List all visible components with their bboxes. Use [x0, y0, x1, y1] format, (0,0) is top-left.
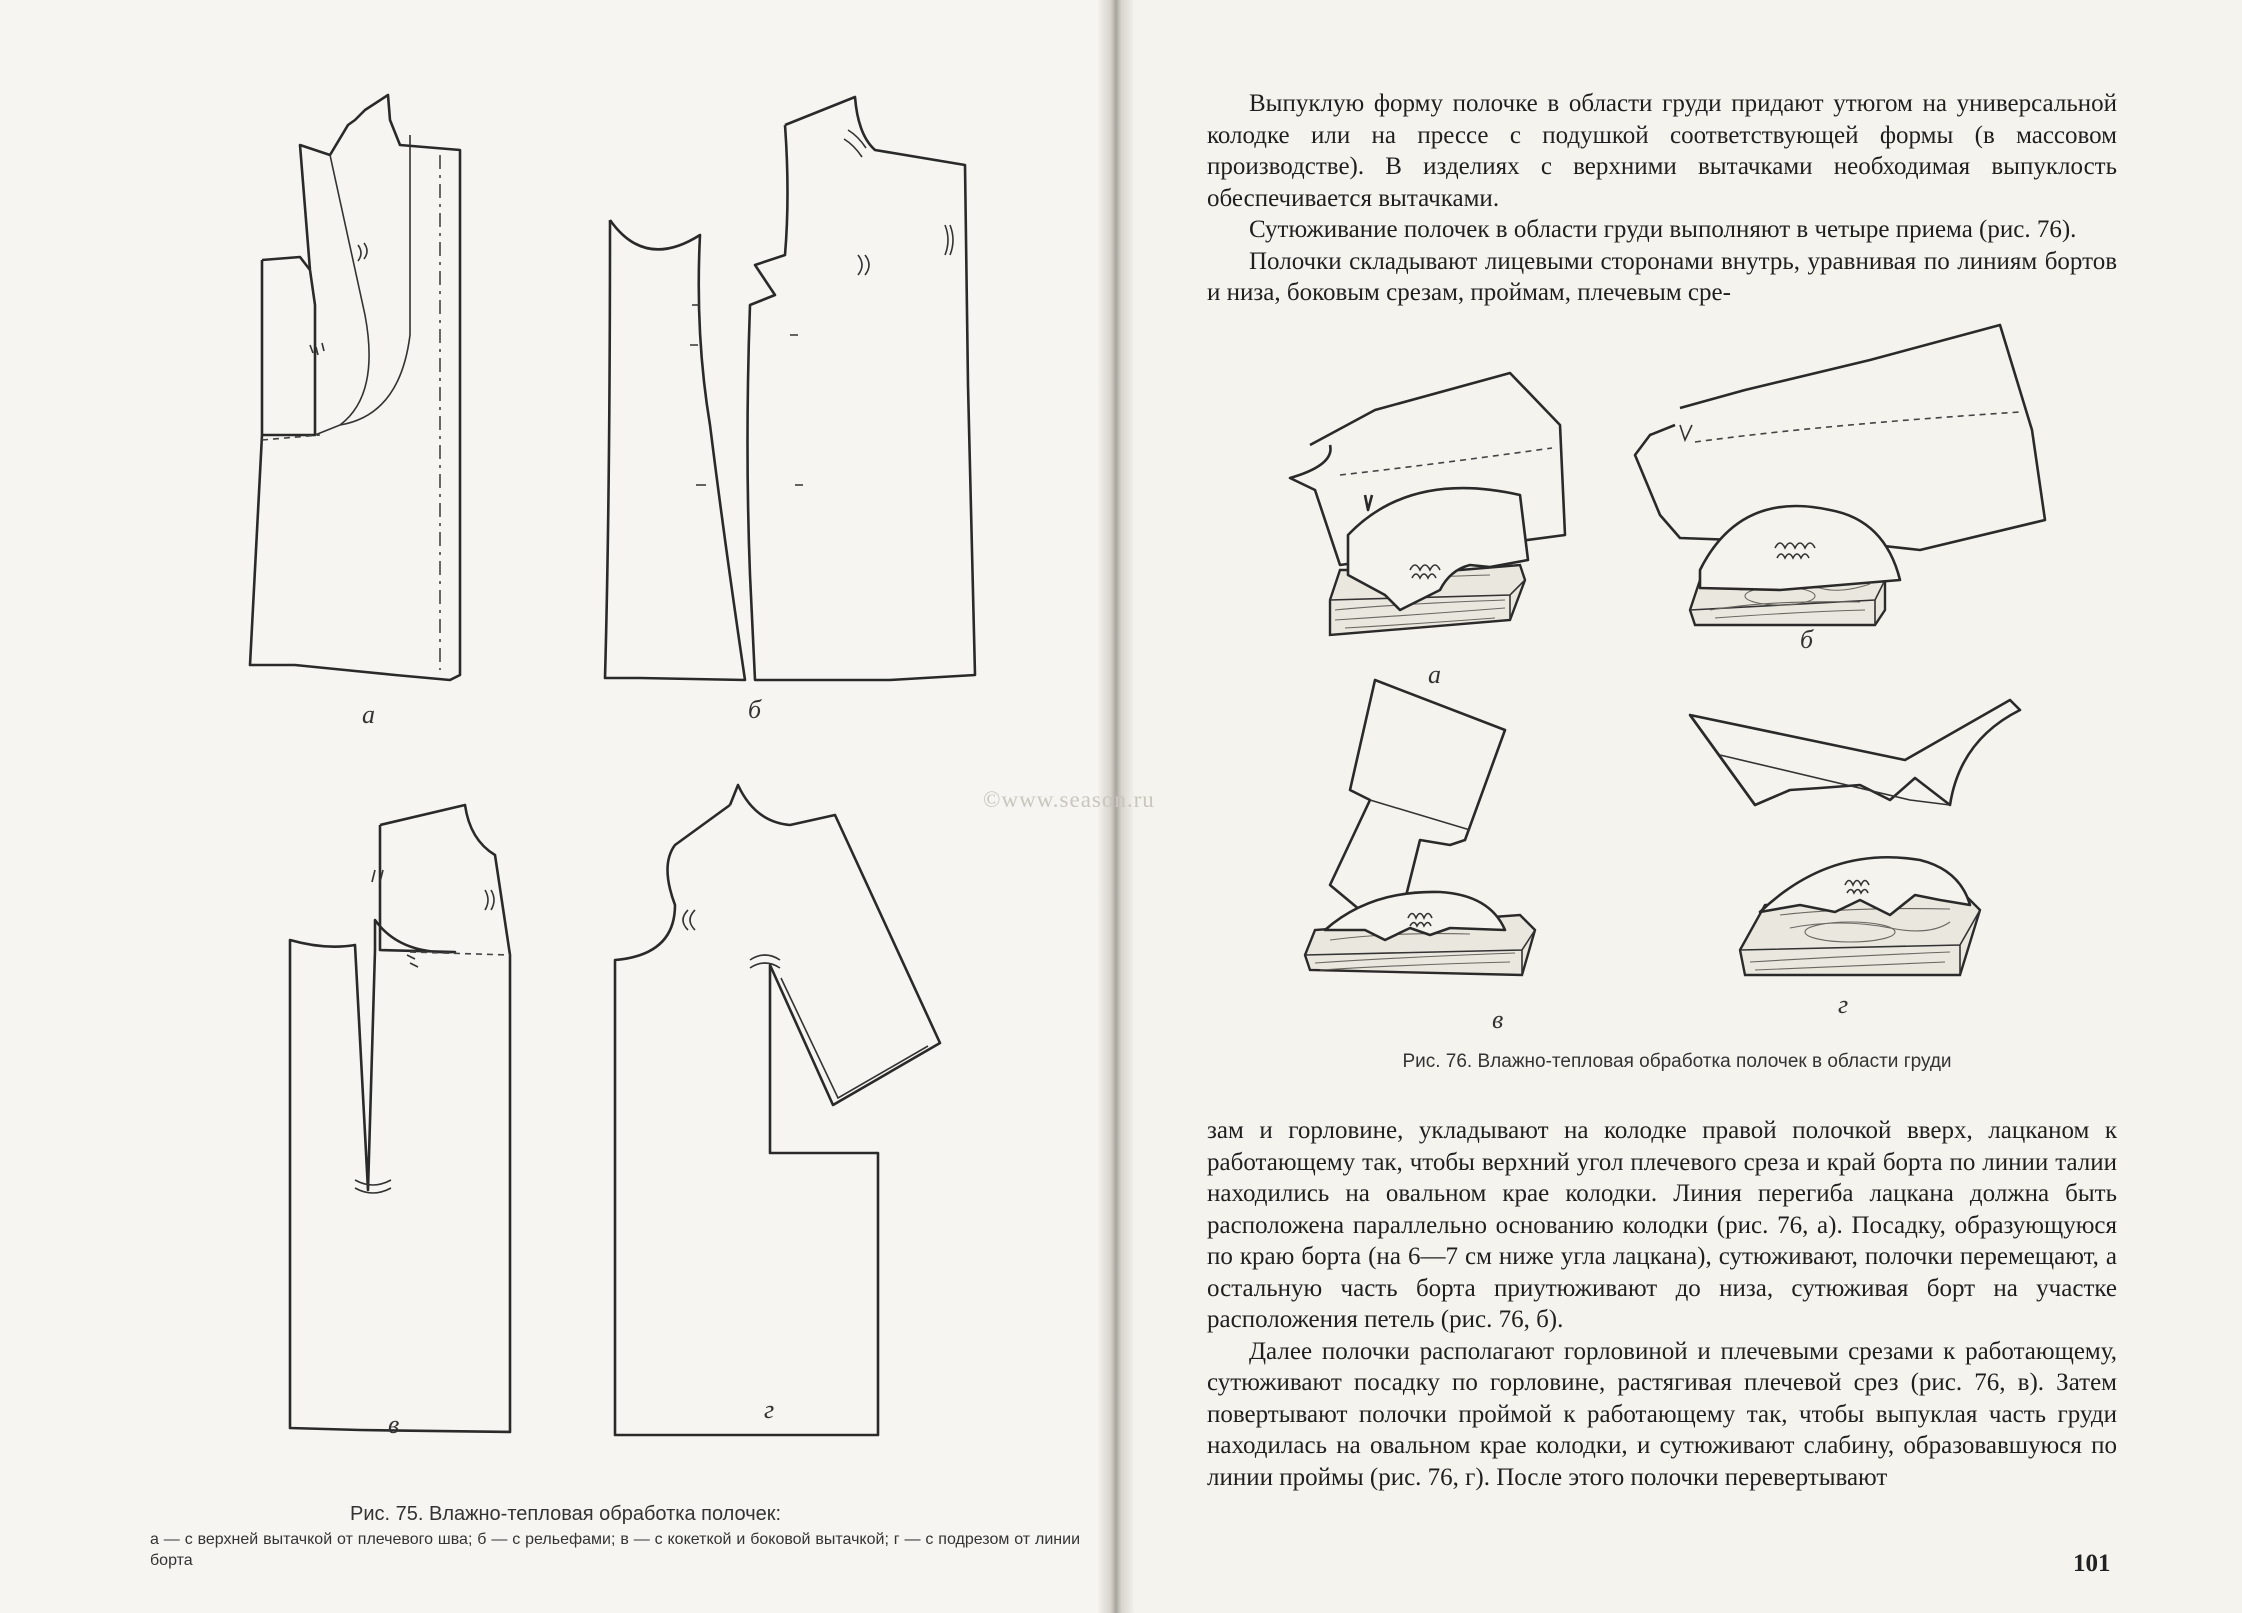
page-number: 101 — [2073, 1550, 2111, 1577]
fig76-label-v: в — [1492, 1005, 1504, 1034]
paragraph: Полочки складывают лицевыми сторонами внутрь, уравнивая по линиям бортов и низа, боковым срезам, проймам, плечевым сре- — [1207, 247, 2117, 306]
fig76-a-drawing — [1290, 370, 1630, 650]
fig76-label-b: б — [1800, 625, 1814, 654]
watermark: ©www.season.ru — [983, 787, 1155, 812]
fig75-label-g: г — [764, 1395, 775, 1424]
fig76-b-drawing — [1620, 320, 2060, 650]
fig75-a-pattern — [240, 95, 530, 695]
fig75-g-pattern — [620, 780, 950, 1420]
text-top — [1207, 88, 2117, 309]
paragraph: Далее полочки располагают горловиной и плечевыми срезами к работающему, сутюживают посадку по горловине, растягивая плечевой срез (рис. 76, в). Затем повертывают полочки проймой к работающему так, чтобы выпуклая часть груди находилась на овальном крае колодки, и сутюживают слабину, образовавшуюся по линии проймы (рис. 76, г). После этого полочки перевертывают — [1207, 1337, 2117, 1491]
fig75-label-a: а — [362, 700, 375, 729]
fig76-g-drawing — [1660, 700, 2040, 1000]
fig75-caption-body: а — с верхней вытачкой от плечевого шва; б — с рельефами; в — с кокеткой и боковой вытачкой; г — с подрезом от линии борта — [150, 1531, 1080, 1569]
paragraph: Сутюживание полочек в области груди выполняют в четыре приема (рис. 76). — [1249, 216, 2077, 243]
fig75-label-b: б — [748, 695, 762, 724]
fig76-caption: Рис. 76. Влажно-тепловая обработка полочек в области груди — [1402, 1051, 1952, 1072]
fig76-label-a: а — [1428, 660, 1441, 689]
fig75-label-v: в — [388, 1410, 400, 1439]
paragraph: Выпуклую форму полочке в области груди придают утюгом на универсальной колодке или на прессе с подушкой соответствующей формы (в массовом производстве). В изделиях с верхними вытачками необходимая выпуклость обеспечивается вытачками. — [1207, 90, 2117, 212]
paragraph: зам и горловине, укладывают на колодке правой полочкой вверх, лацканом к работающему так, чтобы верхний угол плечевого среза и край борта по линии талии находились на овальном крае колодки. Линия перегиба лацкана должна быть расположена параллельно основанию колодки (рис. 76, а). Посадку, образующуюся по краю борта (на 6—7 см ниже угла лацкана), сутюживают, полочки перемещают, а остальную часть борта приутюживают до низа, сутюживая борт на участке расположения петель (рис. 76, б). — [1207, 1117, 2117, 1333]
fig76-v-drawing — [1290, 680, 1630, 1000]
fig76-label-g: г — [1838, 990, 1849, 1019]
fig75-caption-title: Рис. 75. Влажно-тепловая обработка полочек: — [350, 1503, 782, 1525]
text-bottom — [1207, 1115, 2117, 1493]
fig75-v-pattern — [280, 800, 580, 1440]
fig75-b-pattern — [600, 95, 1000, 695]
